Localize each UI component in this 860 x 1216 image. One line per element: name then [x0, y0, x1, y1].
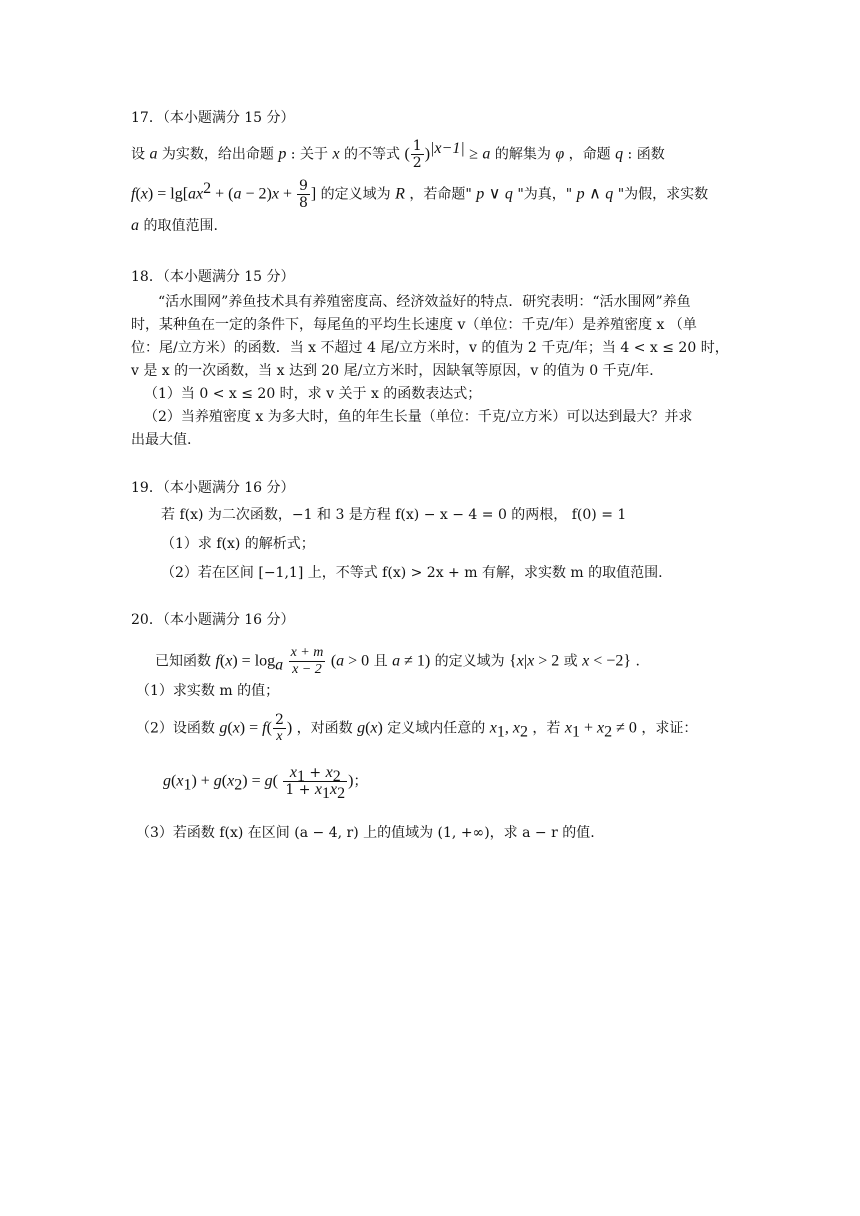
q18-p2: 时，某种鱼在一定的条件下，每尾鱼的平均生长速度 v（单位：千克/年）是养殖密度 x （单 — [131, 317, 697, 333]
q18-s1: （1）当 0 < x ≤ 20 时，求 v 关于 x 的函数表达式； — [144, 386, 482, 402]
q18-p4: v 是 x 的一次函数，当 x 达到 20 尾/立方米时，因缺氧等原因，v 的值为 0 千克/年． — [131, 363, 664, 379]
q17-header: 17．（本小题满分 15 分） — [131, 110, 295, 126]
q18-s2b: 出最大值. — [131, 432, 192, 448]
q19-s2: （2）若在区间 [−1,1] 上，不等式 f(x) > 2x + m 有解，求实数 m 的取值范围. — [161, 565, 663, 581]
q18-p3: 位：尾/立方米）的函数．当 x 不超过 4 尾/立方米时，v 的值为 2 千克/年；当 4 < x ≤ 20 时， — [131, 340, 729, 356]
q17-line1: 设 a 为实数，给出命题 p : 关于 x 的不等式 ( $\frac{1}{2}$ )$^{|x-1|}$ ≥ a 的解集为 φ ，命题 q : 函数 — [131, 138, 665, 171]
q19-s1: （1）求 f(x) 的解析式； — [161, 536, 315, 552]
q18-p1: “活水围网”养鱼技术具有养殖密度高、经济效益好的特点．研究表明：“活水围网”养鱼 — [158, 294, 691, 310]
q17-line3: a 的取值范围. — [131, 217, 218, 234]
q20-s2: （2）设函数 g(x) = f( $\frac{2}{x}$ ) ，对函数 g(x) 定义域内任意的 $x_1$, $x_2$ ，若 $x_1 + x_2 \ne 0$ ，求证： — [136, 712, 698, 744]
q17-line2: $f(x) = \lg[ax^2 + (a - 2)x$ + $\frac{9}{8}$ ] 的定义域为 R ，若命题" p ∨ q "为真，" p ∧ q "为假，求实数 — [131, 178, 709, 211]
q20-s1: （1）求实数 m 的值； — [136, 683, 280, 699]
q20-s2-equation: $g(x_1) + g(x_2) = g$( $\frac{x_1 + x_2}{1 + x_1x_2}$ )； — [163, 764, 368, 802]
q20-p1: 已知函数 $f(x) = \log_a$ $\frac{x + m}{x - 2}$ (a > 0 且 a ≠ 1) 的定义域为 {x|x > 2 或 x < −2} . — [155, 645, 640, 677]
q19-header: 19．（本小题满分 16 分） — [131, 480, 295, 496]
q19-p1: 若 f(x) 为二次函数，−1 和 3 是方程 f(x) − x − 4 = 0 的两根， f(0) = 1 — [161, 507, 627, 523]
q18-header: 18．（本小题满分 15 分） — [131, 269, 295, 285]
q20-s3: （3）若函数 f(x) 在区间 (a − 4, r) 上的值域为 (1, +∞)，求 a − r 的值. — [136, 825, 595, 841]
q20-header: 20．（本小题满分 16 分） — [131, 612, 295, 628]
q18-s2a: （2）当养殖密度 x 为多大时，鱼的年生长量（单位：千克/立方米）可以达到最大？并求 — [144, 409, 693, 425]
